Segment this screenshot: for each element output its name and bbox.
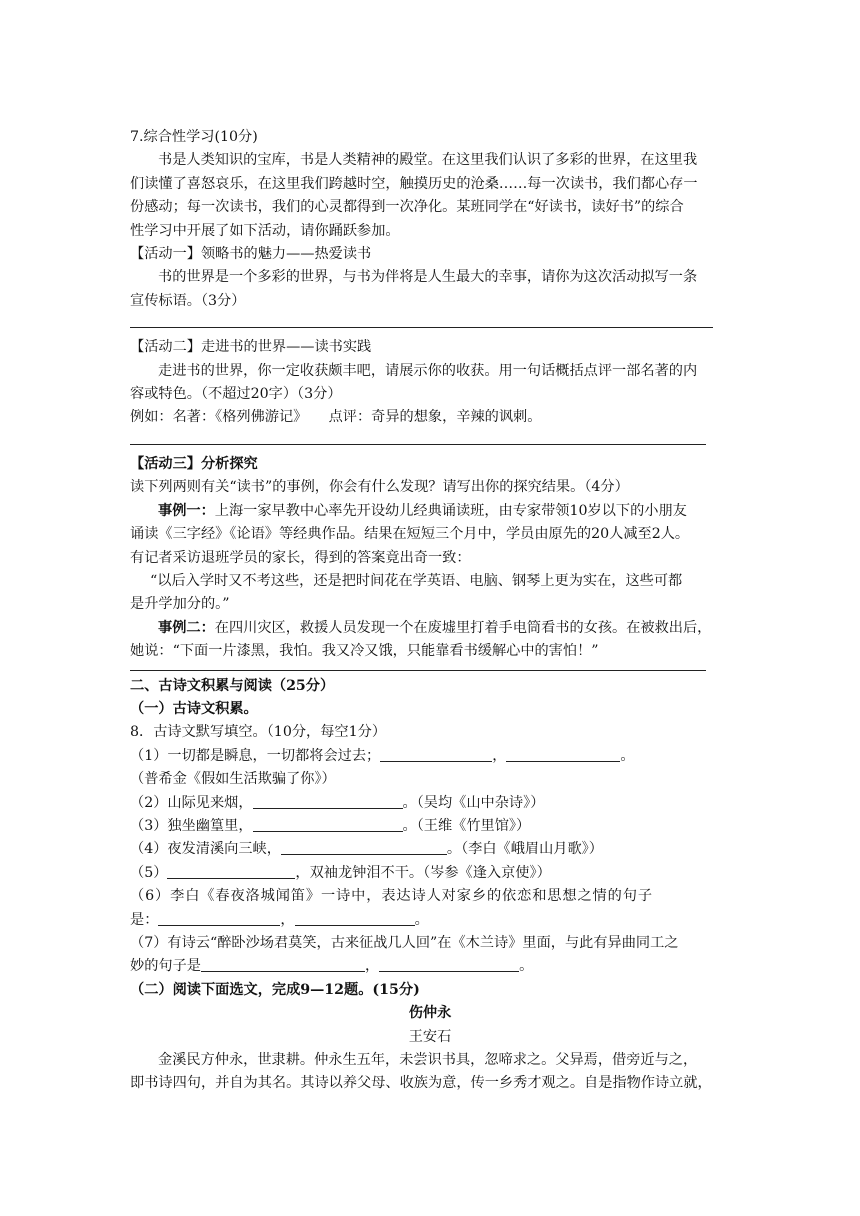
q8-item-1-source: （普希金《假如生活欺骗了你》） [130, 771, 336, 788]
q8-title: 8．古诗文默写填空。（10分，每空1分） [130, 724, 387, 741]
case1-quote: 是升学加分的。” [130, 596, 230, 613]
q7-intro-line: 们读懂了喜怒哀乐，在这里我们跨越时空，触摸历史的沧桑……每一次读书，我们都心存一 [130, 175, 698, 192]
fill-blank[interactable] [158, 910, 280, 926]
fill-blank[interactable] [380, 746, 492, 762]
q8-item-6-answer: 是： ， 。 [130, 911, 429, 928]
essay-line: 金溪民方仲永，世隶耕。仲永生五年，未尝识书具，忽啼求之。父异焉，借旁近与之， [158, 1052, 698, 1069]
activity2-example: 例如：名著：《格列佛游记》 点评：奇异的想象，辛辣的讽刺。 [130, 409, 542, 426]
fill-blank[interactable] [201, 956, 365, 972]
answer-line[interactable] [130, 670, 706, 671]
q7-intro-line: 书是人类知识的宝库，书是人类精神的殿堂。在这里我们认识了多彩的世界，在这里我 [158, 152, 698, 169]
case2-line: 她说：“下面一片漆黑，我怕。我又冷又饿，只能靠看书缓解心中的害怕！” [130, 643, 599, 660]
activity2-body: 容或特色。（不超过20字）（3分） [130, 386, 342, 403]
case2-line: 事例二：在四川灾区，救援人员发现一个在废墟里打着手电筒看书的女孩。在被救出后， [158, 619, 712, 636]
activity3-title: 【活动三】分析探究 [130, 455, 258, 472]
exam-page [130, 126, 730, 1096]
fill-blank[interactable] [253, 816, 403, 832]
activity2-body: 走进书的世界，你一定收获颇丰吧，请展示你的收获。用一句话概括点评一部名著的内 [158, 362, 698, 379]
fill-blank[interactable] [379, 956, 519, 972]
case1-line: 诵读《三字经》《论语》等经典作品。结果在短短三个月中，学员由原先的20人减至2人。 [130, 526, 690, 543]
fill-blank[interactable] [281, 839, 447, 855]
q7-intro-line: 性学习中开展了如下活动，请你踊跃参加。 [130, 222, 400, 239]
fill-blank[interactable] [506, 746, 620, 762]
case1-label: 事例一： [158, 502, 215, 519]
q8-item-6: （6）李白《春夜洛城闻笛》一诗中，表达诗人对家乡的依恋和思想之情的句子 [130, 888, 653, 905]
q8-item-7-answer: 妙的句子是 ， 。 [130, 958, 534, 975]
case1-quote: “以后入学时又不考这些，还是把时间花在学英语、电脑、钢琴上更为实在，这些可都 [150, 572, 683, 589]
q8-item-4: （4）夜发清溪向三峡， 。（李白《峨眉山月歌》） [130, 841, 603, 858]
activity1-title: 【活动一】领略书的魅力——热爱读书 [130, 246, 372, 263]
essay-line: 即书诗四句，并自为其名。其诗以养父母、收族为意，传一乡秀才观之。自是指物作诗立就， [130, 1075, 712, 1092]
q8-item-7: （7）有诗云“醉卧沙场君莫笑，古来征战几人回”在《木兰诗》里面，与此有异曲同工之 [130, 935, 679, 951]
activity2-title: 【活动二】走进书的世界——读书实践 [130, 339, 372, 356]
essay-title: 伤仲永 [408, 1005, 452, 1022]
section2-title: 二、古诗文积累与阅读（25分） [130, 677, 335, 694]
q8-item-5: （5） ，双袖龙钟泪不干。（岑参《逢入京使》） [130, 864, 551, 881]
activity3-prompt: 读下列两则有关“读书”的事例，你会有什么发现？请写出你的探究结果。（4分） [130, 479, 629, 496]
fill-blank[interactable] [253, 793, 403, 809]
fill-blank[interactable] [295, 910, 415, 926]
answer-line[interactable] [130, 327, 713, 328]
fill-blank[interactable] [167, 863, 295, 879]
q8-item-1: （1）一切都是瞬息，一切都将会过去； ， 。 [130, 747, 635, 764]
case1-line: 有记者采访退班学员的家长，得到的答案竟出奇一致： [130, 549, 471, 566]
activity1-body: 宣传标语。（3分） [130, 292, 246, 309]
q8-item-3: （3）独坐幽篁里， 。（王维《竹里馆》） [130, 817, 531, 834]
q7-title: 7.综合性学习(10分) [130, 129, 258, 145]
case1-line: 事例一：上海一家早教中心率先开设幼儿经典诵读班，由专家带领10岁以下的小朋友 [158, 502, 687, 519]
answer-line[interactable] [130, 444, 706, 445]
section2-sub2: （二）阅读下面选文，完成9—12题。(15分) [130, 981, 420, 998]
section2-sub1: （一）古诗文积累。 [130, 700, 258, 717]
q8-item-2: （2）山际见来烟， 。（吴均《山中杂诗》） [130, 794, 545, 811]
q7-intro-line: 份感动；每一次读书，我们的心灵都得到一次净化。某班同学在“好读书，读好书”的综合 [130, 199, 684, 216]
essay-author: 王安石 [408, 1028, 452, 1045]
case2-label: 事例二： [158, 619, 215, 636]
activity1-body: 书的世界是一个多彩的世界，与书为伴将是人生最大的幸事，请你为这次活动拟写一条 [158, 269, 698, 286]
